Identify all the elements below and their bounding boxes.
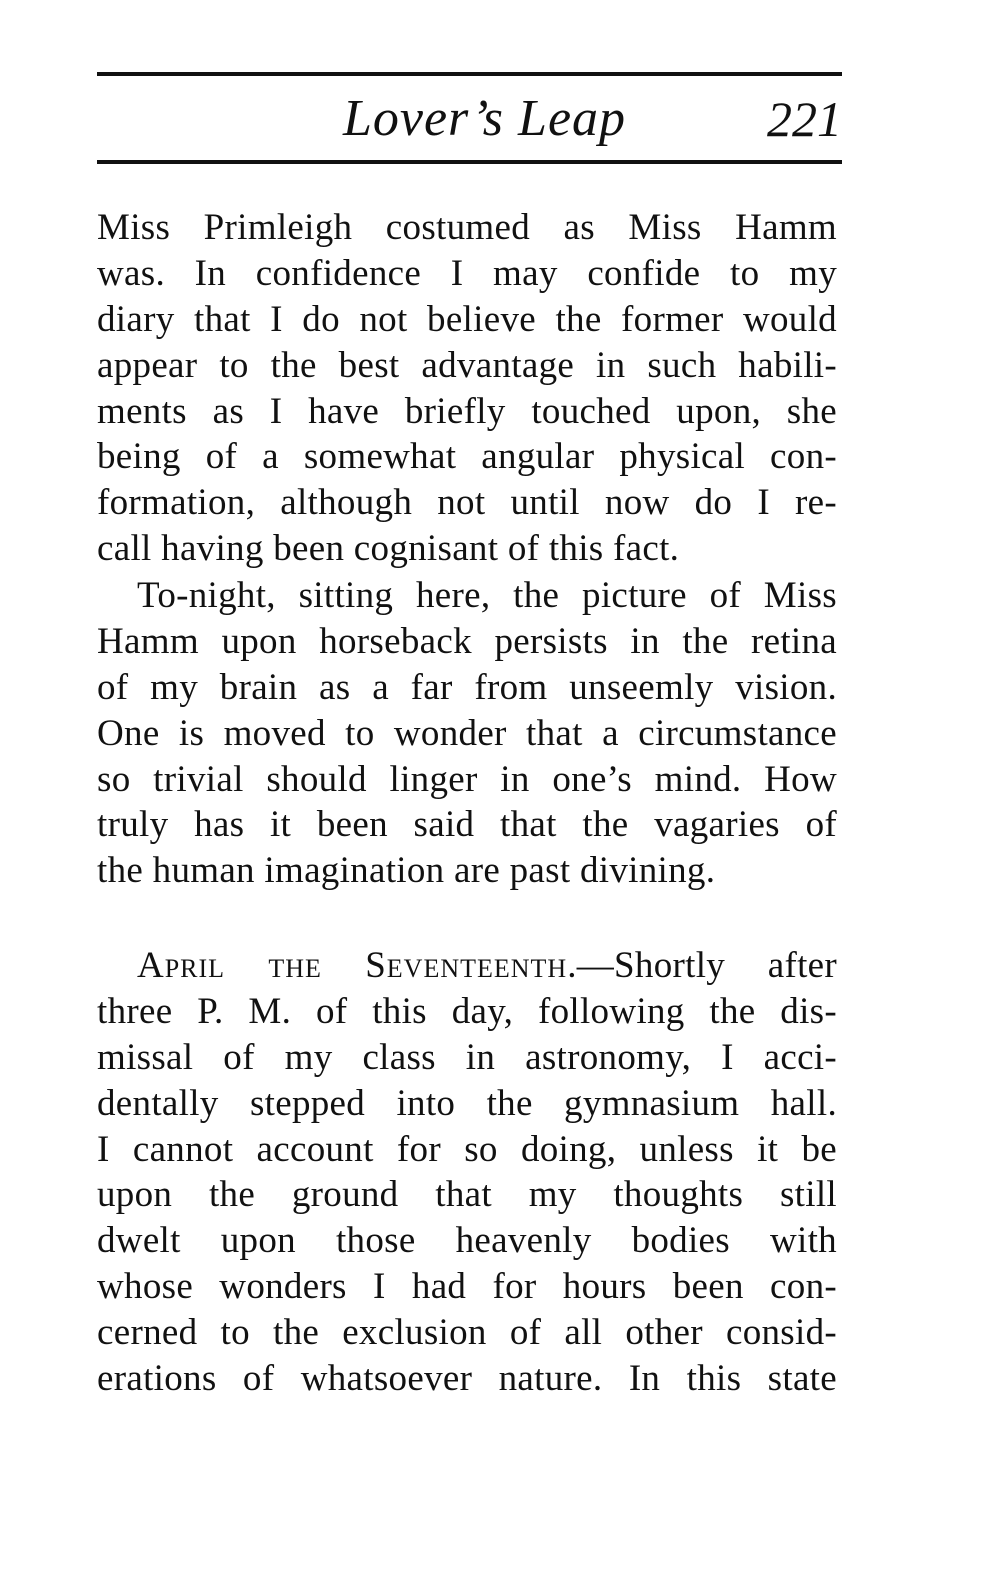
text-line: truly has it been said that the vagaries of xyxy=(97,804,837,846)
text-line: was. In confidence I may confide to my xyxy=(97,252,837,294)
text-line: so trivial should linger in one’s mind. How xyxy=(97,758,837,800)
paragraph-2 xyxy=(97,573,837,894)
text-line: dentally stepped into the gymnasium hall. xyxy=(97,1082,837,1124)
header-top-rule xyxy=(97,72,842,76)
text-line: call having been cognisant of this fact. xyxy=(97,528,680,570)
date-heading: April the Seventeenth xyxy=(137,945,568,986)
running-head xyxy=(97,84,842,154)
text-line: of my brain as a far from unseemly vision. xyxy=(97,666,837,708)
paragraph-3 xyxy=(97,943,837,1402)
paragraph-1 xyxy=(97,205,837,572)
header-bottom-rule xyxy=(97,160,842,164)
page-number: 221 xyxy=(767,91,842,147)
text-line: being of a somewhat angular physical con- xyxy=(97,436,837,478)
text-line: To-night, sitting here, the picture of Miss xyxy=(137,575,837,616)
text-line: Miss Primleigh costumed as Miss Hamm xyxy=(97,207,837,248)
lead-text: .—Shortly after xyxy=(567,945,837,986)
text-line: missal of my class in astronomy, I acci- xyxy=(97,1036,837,1078)
text-line: cerned to the exclusion of all other consid- xyxy=(97,1312,837,1354)
text-line: three P. M. of this day, following the dis- xyxy=(97,990,837,1032)
running-title: Lover’s Leap xyxy=(342,90,627,147)
text-line: dwelt upon those heavenly bodies with xyxy=(97,1220,837,1262)
text-line-lead xyxy=(97,943,837,989)
text-line: Hamm upon horseback persists in the retina xyxy=(97,620,837,662)
text-line: formation, although not until now do I re- xyxy=(97,482,837,524)
text-line: One is moved to wonder that a circumstance xyxy=(97,712,837,754)
text-line: whose wonders I had for hours been con- xyxy=(97,1266,837,1308)
text-line: the human imagination are past divining. xyxy=(97,850,716,892)
text-line: upon the ground that my thoughts still xyxy=(97,1174,837,1216)
text-line: I cannot account for so doing, unless it be xyxy=(97,1128,837,1170)
text-line: appear to the best advantage in such habili- xyxy=(97,344,837,386)
text-line: ments as I have briefly touched upon, she xyxy=(97,390,837,432)
text-line: diary that I do not believe the former would xyxy=(97,298,837,340)
text-line: erations of whatsoever nature. In this state xyxy=(97,1358,837,1400)
